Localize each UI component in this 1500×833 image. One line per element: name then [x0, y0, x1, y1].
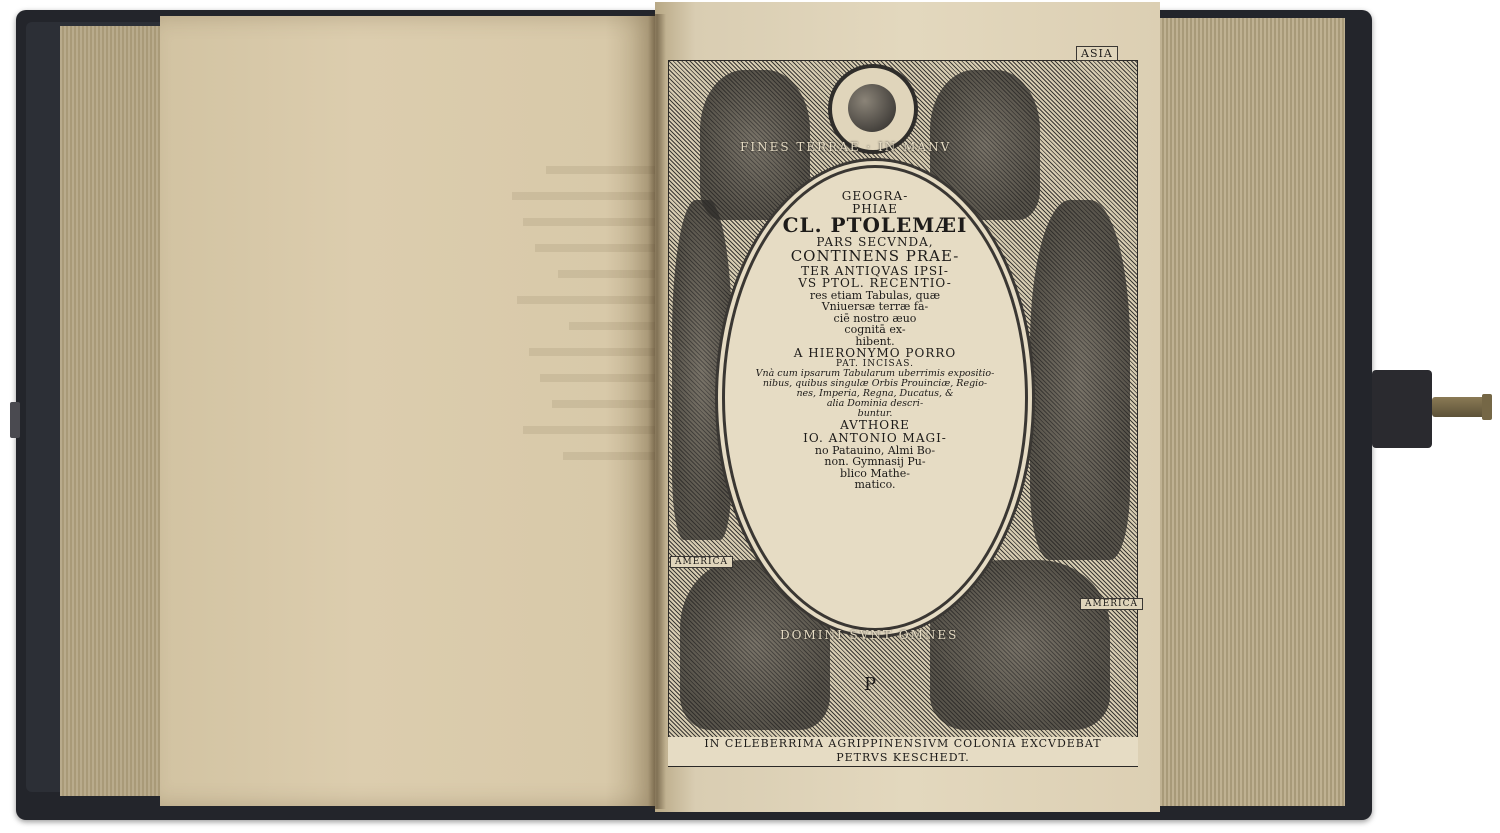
title-line: matico.	[854, 478, 896, 492]
title-line: TER ANTIQVAS IPSI-	[801, 263, 949, 278]
title-line: non. Gymnasij Pu-	[824, 455, 926, 469]
figure-ptolemy-right	[1030, 200, 1130, 560]
title-line: nibus, quibus singulæ Orbis Prouinciæ, Regio-	[762, 378, 988, 390]
globe-icon	[848, 84, 896, 132]
title-line: Vnà cum ipsarum Tabularum uberrimis expositio-	[755, 368, 995, 380]
title-line: AVTHORE	[840, 418, 910, 433]
imprint-line: IN CELEBERRIMA AGRIPPINENSIVM COLONIA EXCVDEBAT	[704, 737, 1102, 750]
printer-monogram: P	[864, 674, 877, 695]
title-line: PHIAE	[852, 201, 898, 216]
banner-america-left: AMERICA	[670, 556, 733, 568]
title-line: A HIERONYMO PORRO	[793, 346, 957, 361]
imprint-line: PETRVS KESCHEDT.	[836, 751, 970, 765]
left-page	[160, 16, 655, 806]
title-line: VS PTOL. RECENTIO-	[798, 276, 952, 291]
banner-america-right: AMERICA	[1080, 598, 1143, 610]
title-line: blico Mathe-	[840, 466, 910, 480]
imprint	[668, 737, 1138, 766]
title-block	[735, 190, 1015, 491]
title-line: GEOGRA-	[841, 189, 909, 203]
title-line: PARS SECVNDA,	[816, 235, 934, 250]
title-line: CL. PTOLEMÆI	[782, 213, 968, 238]
leather-clasp	[1372, 370, 1432, 448]
rim-inscription-top: FINES TERRAE · IN MANV	[740, 140, 952, 154]
title-line: CONTINENS PRAE-	[790, 246, 960, 265]
title-line: ciē nostro æuo	[833, 311, 917, 325]
title-line: buntur.	[857, 408, 893, 420]
book-gutter	[648, 14, 666, 809]
left-clasp-pin	[10, 402, 20, 438]
title-line: nes, Imperia, Regna, Ducatus, &	[796, 388, 954, 400]
right-page-edges	[1160, 18, 1345, 806]
clasp-pin	[1482, 394, 1492, 420]
title-line: alia Dominia descri-	[826, 398, 924, 410]
title-line: no Patauino, Almi Bo-	[814, 443, 936, 457]
title-line: IO. ANTONIO MAGI-	[803, 430, 947, 445]
left-page-edges	[60, 26, 160, 796]
banner-asia: ASIA	[1076, 46, 1118, 61]
rim-inscription-bottom: DOMINI SVNT OMNES	[780, 628, 959, 642]
title-line: res etiam Tabulas, quæ	[809, 288, 941, 302]
title-line: hibent.	[855, 334, 895, 348]
title-line: Vniuersæ terræ fa-	[821, 300, 929, 314]
title-line: PAT. INCISAS.	[836, 359, 914, 370]
title-line: cognitā ex-	[844, 323, 906, 337]
